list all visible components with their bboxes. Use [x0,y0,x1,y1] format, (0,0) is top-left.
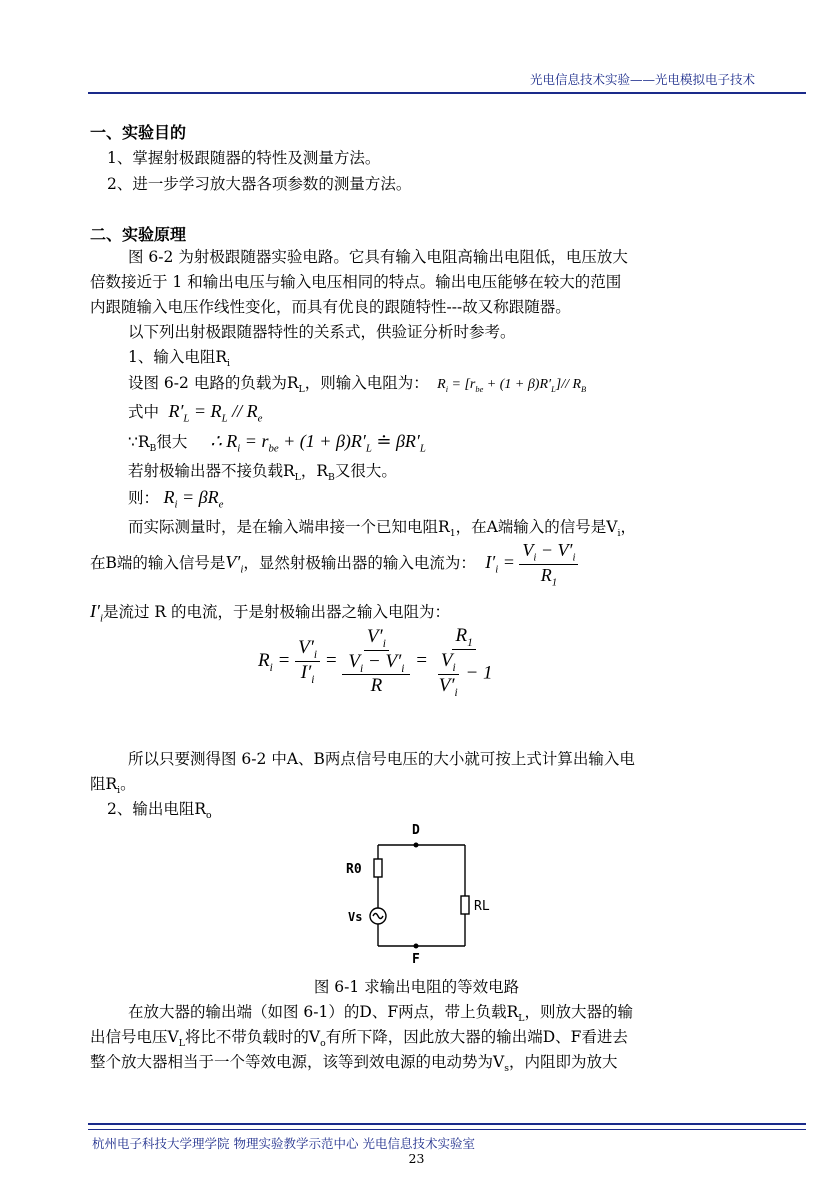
tail-line-2: 出信号电压$V_L$将比不带负载时的$V_o$有所下降，因此放大器的输出端D、F看进去 [90,1028,628,1050]
measure-line-1: 而实际测量时，是在输入端串接一个已知电阻$R_1$，在A端输入的信号是$V_i$， [128,518,636,540]
footer-rule-thin [88,1129,806,1130]
principle-line-4: 以下列出射极跟随器特性的关系式，供验证分析时参考。 [128,323,516,341]
section1-title: 一、实验目的 [90,123,187,142]
tail-line-3: 整个放大器相当于一个等效电源，该等到效电源的电动势为$V_s$，内阻即为放大 [90,1053,618,1075]
node-D-dot [414,843,419,848]
then-line: 则： $R_i = \beta R_e$ [128,487,224,511]
current-line: $I'_i$是流过 R 的电流，于是射极输出器之输入电阻为： [90,601,450,625]
output-resistance-heading: 2、输出电阻$R_o$ [107,800,212,822]
conclusion-line-2: 阻$R_i$。 [90,775,136,797]
current-fraction: $\frac{V_i - V'_i}{R_1}$ [519,540,578,588]
node-F-dot [414,944,419,949]
footer-rule-thick [88,1123,806,1125]
label-RL: RL [474,899,490,914]
equivalent-circuit-diagram [330,815,510,963]
page-number: 23 [408,1151,425,1166]
figure-caption: 图 6-1 求输出电阻的等效电路 [313,978,520,996]
principle-line-2: 倍数接近于 1 和输出电压与输入电压相同的特点。输出电压能够在较大的范围 [90,273,622,291]
conclusion-line-1: 所以只要测得图 6-2 中A、B两点信号电压的大小就可按上式计算出输入电 [128,750,635,768]
measure-line-2: 在B端的输入信号是$V'_i$，显然射极输出器的输入电流为： $I'_i$ = $\frac{V_i - V'_i}{R_1}$ [90,540,578,588]
no-load-line: 若射极输出器不接负载$R_L$，$R_B$又很大。 [128,462,397,484]
aim-item-1: 1、掌握射极跟随器的特性及测量方法。 [107,149,381,167]
aim-item-2: 2、进一步学习放大器各项参数的测量方法。 [107,175,412,193]
load-def-line: 式中 $R'_L = R_L // R_e$ [128,401,263,425]
principle-line-1: 图 6-2 为射极跟随器实验电路。它具有输入电阻高输出电阻低，电压放大 [128,248,628,266]
footer-institution: 杭州电子科技大学理学院 物理实验教学示范中心 光电信息技术实验室 [92,1136,475,1151]
tail-line-1: 在放大器的输出端（如图 6-1）的D、F两点，带上负载$R_L$，则放大器的输 [128,1003,633,1025]
load-line: 设图 6-2 电路的负载为$R_L$，则输入电阻为： $R_i = [r_{be} + (1 + \beta)R'_L]//$ $R_B$ [128,374,587,396]
because-line: $\because R_B$很大 ∴ $R_i = r_{be} + (1 + \beta)R'_L$ ≐ $\beta R'_L$ [128,431,426,455]
label-R0: R0 [346,862,362,877]
label-Vs: Vs [348,910,363,924]
input-resistance-derivation: $R_i$ = $\frac{V'_i}{I'_i}$ = $\frac{\frac{V'_i}{V_i - V'_i}}{R}$ = $R_1$ $\frac{V_i}{V'_i}$ − 1 [258,625,493,699]
principle-line-3: 内跟随输入电压作线性变化，而具有优良的跟随特性---故又称跟随器。 [90,298,571,316]
section2-title: 二、实验原理 [90,225,187,244]
input-resistance-heading: 1、输入电阻$R_i$ [128,348,231,370]
header-rule [88,92,806,94]
running-header: 光电信息技术实验——光电模拟电子技术 [529,72,755,87]
label-D: D [412,823,420,838]
input-resistance-formula: $R_i = [r_{be} + (1 + \beta)R'_L]//$ $R_B$ [433,377,587,394]
label-F: F [412,952,420,963]
